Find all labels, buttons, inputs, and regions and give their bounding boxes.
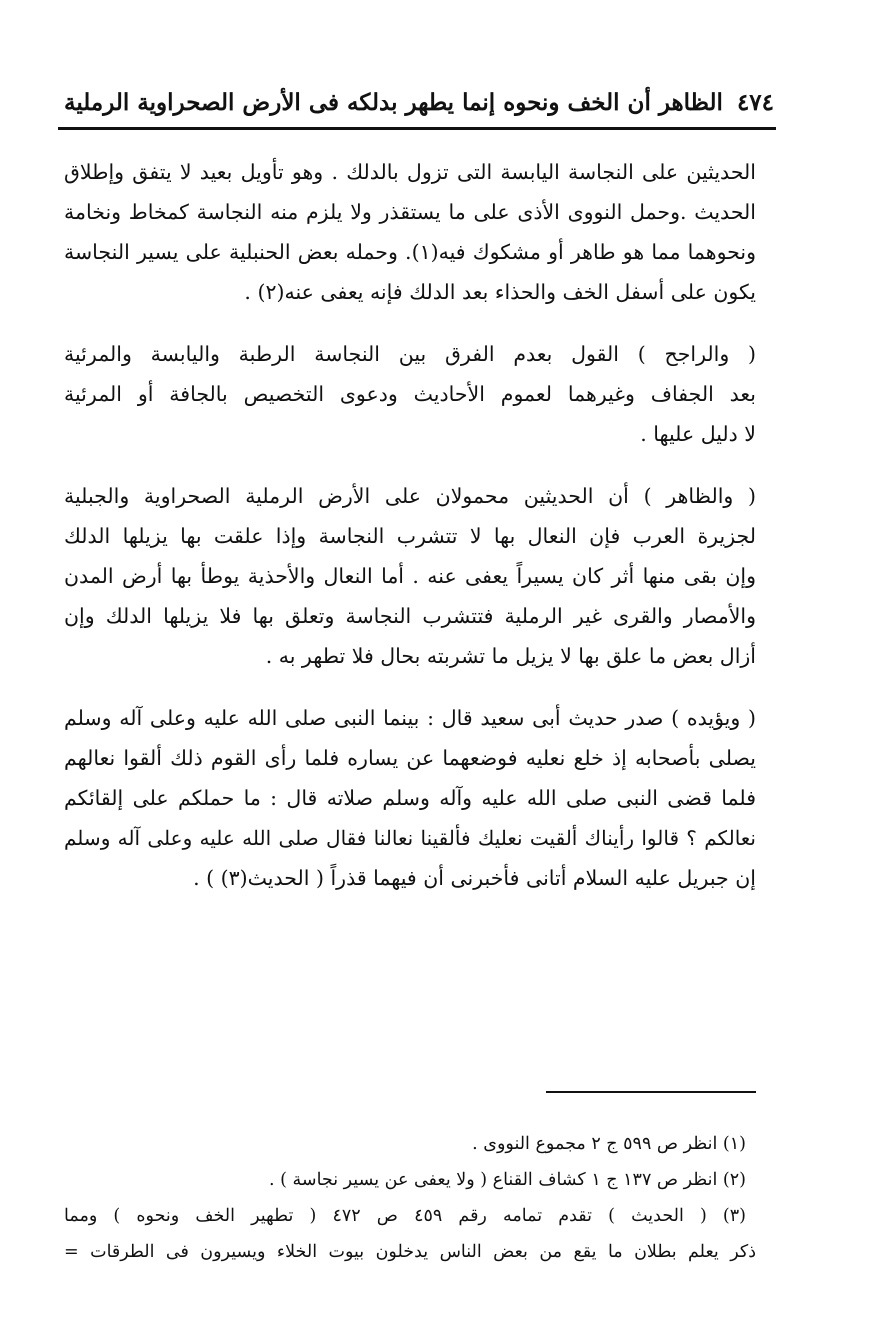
paragraph-3 bbox=[64, 476, 756, 676]
text-line: يصلى بأصحابه إذ خلع نعليه فوضعهما عن يساره فلما رأى القوم ذلك ألقوا نعالهم bbox=[64, 746, 756, 770]
text-line: يكون على أسفل الخف والحذاء بعد الدلك فإنه يعفى عنه(٢) . bbox=[244, 280, 756, 304]
text-line: ونحوهما مما هو طاهر أو مشكوك فيه(١). وحمله بعض الحنبلية على يسير النجاسة bbox=[64, 240, 757, 264]
text-line: وإن بقى منها أثر كان يسيراً يعفى عنه . أما النعال والأحذية يوطأ بها أرض المدن bbox=[64, 564, 756, 588]
text-line: والأمصار والقرى غير الرملية فتتشرب النجاسة وتعلق بها فلا يزيلها الدلك وإن bbox=[64, 604, 756, 628]
header-rule bbox=[58, 127, 776, 130]
footnote-2: (٢) انظر ص ١٣٧ ج ١ كشاف القناع ( ولا يعفى عن يسير نجاسة ) . bbox=[269, 1170, 746, 1190]
main-text bbox=[64, 152, 756, 898]
text-line: الحديثين على النجاسة اليابسة التى تزول بالدلك . وهو تأويل بعيد لا يتفق وإطلاق bbox=[64, 160, 756, 184]
page-number: ٤٧٤ bbox=[736, 88, 774, 116]
footnote-3: (٣) ( الحديث ) تقدم تمامه رقم ٤٥٩ ص ٤٧٢ ( تطهير الخف ونحوه ) ومما bbox=[64, 1206, 746, 1226]
footnote-rule bbox=[546, 1091, 756, 1093]
text-line: ( ويؤيده ) صدر حديث أبى سعيد قال : بينما النبى صلى الله عليه وعلى آله وسلم bbox=[64, 706, 756, 730]
text-line: نعالكم ؟ قالوا رأيناك ألقيت نعليك فألقينا نعالنا فقال صلى الله عليه وعلى آله وسلم bbox=[64, 826, 756, 850]
paragraph-1 bbox=[64, 152, 756, 312]
text-line: لجزيرة العرب فإن النعال بها لا تتشرب النجاسة وإذا علقت بها يزيلها الدلك bbox=[64, 524, 756, 548]
text-line: لا دليل عليها . bbox=[640, 422, 756, 446]
text-line: ( والراجح ) القول بعدم الفرق بين النجاسة الرطبة واليابسة والمرئية bbox=[64, 342, 756, 366]
text-line: ( والظاهر ) أن الحديثين محمولان على الأرض الرملية الصحراوية والجبلية bbox=[64, 484, 756, 508]
running-title: الظاهر أن الخف ونحوه إنما يطهر بدلكه فى الأرض الصحراوية الرملية bbox=[63, 88, 723, 116]
text-line: بعد الجفاف وغيرهما لعموم الأحاديث ودعوى التخصيص بالجافة أو المرئية bbox=[64, 382, 756, 406]
text-line: إن جبريل عليه السلام أتانى فأخبرنى أن فيهما قذراً ( الحديث(٣) ) . bbox=[193, 866, 756, 890]
text-line: الحديث .وحمل النووى الأذى على ما يستقذر ولا يلزم منه النجاسة كمخاط ونخامة bbox=[64, 200, 756, 224]
paragraph-4 bbox=[64, 698, 756, 898]
text-line: فلما قضى النبى صلى الله عليه وآله وسلم صلاته قال : ما حملكم على إلقائكم bbox=[64, 786, 756, 810]
paragraph-2 bbox=[64, 334, 756, 454]
footnote-1: (١) انظر ص ٥٩٩ ج ٢ مجموع النووى . bbox=[472, 1134, 746, 1154]
text-line: أزال بعض ما علق بها لا يزيل ما تشربته بحال فلا تطهر به . bbox=[265, 644, 756, 668]
running-header bbox=[62, 78, 774, 126]
footnote-3-continued: ذكر يعلم بطلان ما يقع من بعض الناس يدخلون بيوت الخلاء ويسيرون فى الطرقات = bbox=[64, 1242, 756, 1262]
footnotes bbox=[64, 1126, 756, 1270]
